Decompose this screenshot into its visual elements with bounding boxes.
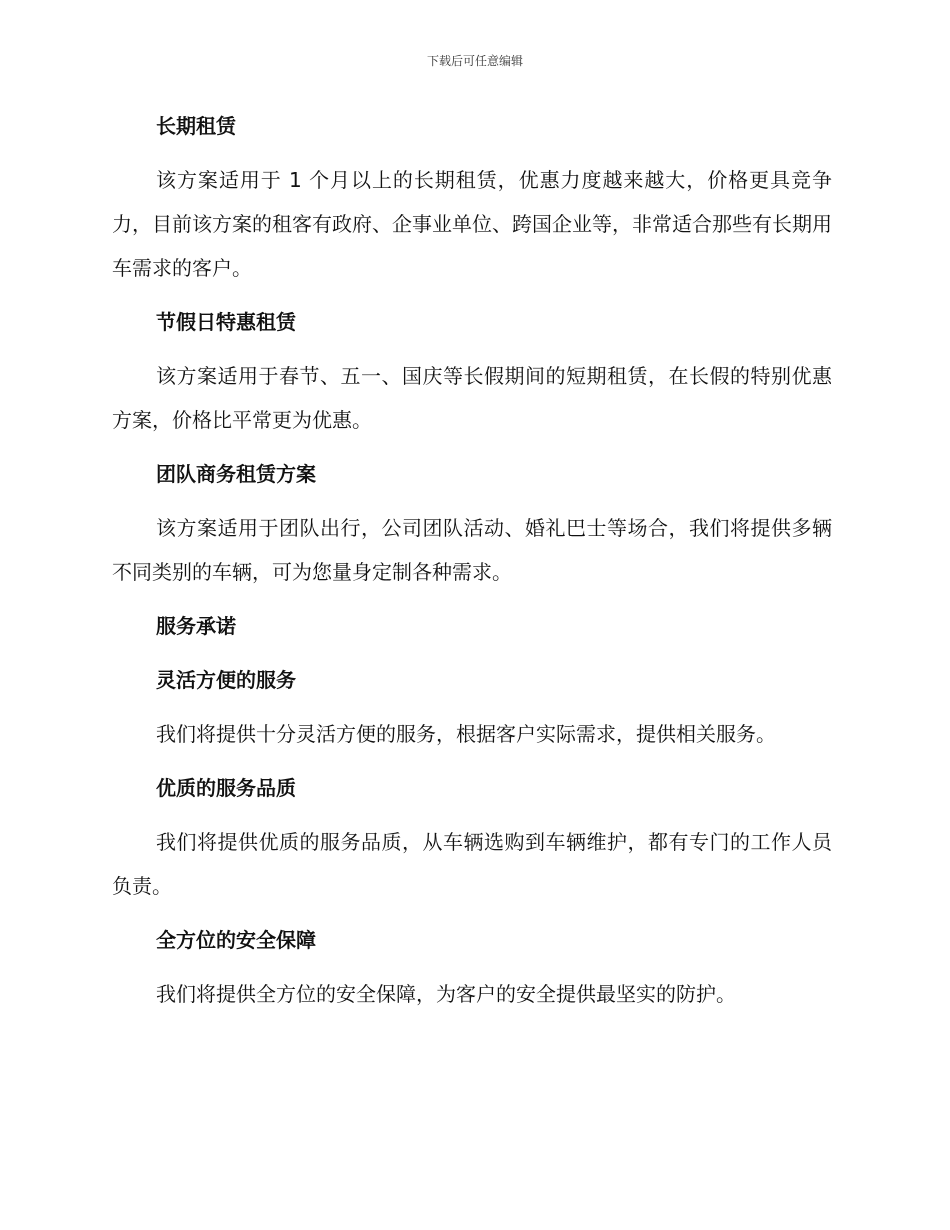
paragraph-long-term-rental: 该方案适用于 1 个月以上的长期租赁，优惠力度越来越大，价格更具竞争力，目前该方案的租客有政府、企事业单位、跨国企业等，非常适合那些有长期用车需求的客户。: [112, 168, 832, 280]
section-heading-team-business-rental: 团队商务租赁方案: [156, 462, 316, 486]
paragraph-flexible-service: 我们将提供十分灵活方便的服务，根据客户实际需求，提供相关服务。: [156, 722, 776, 746]
paragraph-team-business-rental: 该方案适用于团队出行，公司团队活动、婚礼巴士等场合，我们将提供多辆不同类别的车辆，可为您量身定制各种需求。: [112, 516, 832, 584]
paragraph-quality-service: 我们将提供优质的服务品质，从车辆选购到车辆维护，都有专门的工作人员负责。: [112, 830, 832, 898]
section-heading-flexible-service: 灵活方便的服务: [156, 668, 296, 692]
section-heading-service-commitment: 服务承诺: [156, 614, 236, 638]
section-heading-long-term-rental: 长期租赁: [156, 114, 236, 138]
page-header: 下载后可任意编辑: [426, 54, 523, 68]
document-body: [112, 104, 832, 1026]
section-heading-quality-service: 优质的服务品质: [156, 776, 296, 800]
section-heading-safety-guarantee: 全方位的安全保障: [156, 928, 316, 952]
paragraph-holiday-rental: 该方案适用于春节、五一、国庆等长假期间的短期租赁，在长假的特别优惠方案，价格比平常更为优惠。: [112, 364, 832, 432]
paragraph-safety-guarantee: 我们将提供全方位的安全保障，为客户的安全提供最坚实的防护。: [156, 982, 736, 1006]
section-heading-holiday-rental: 节假日特惠租赁: [156, 310, 296, 334]
